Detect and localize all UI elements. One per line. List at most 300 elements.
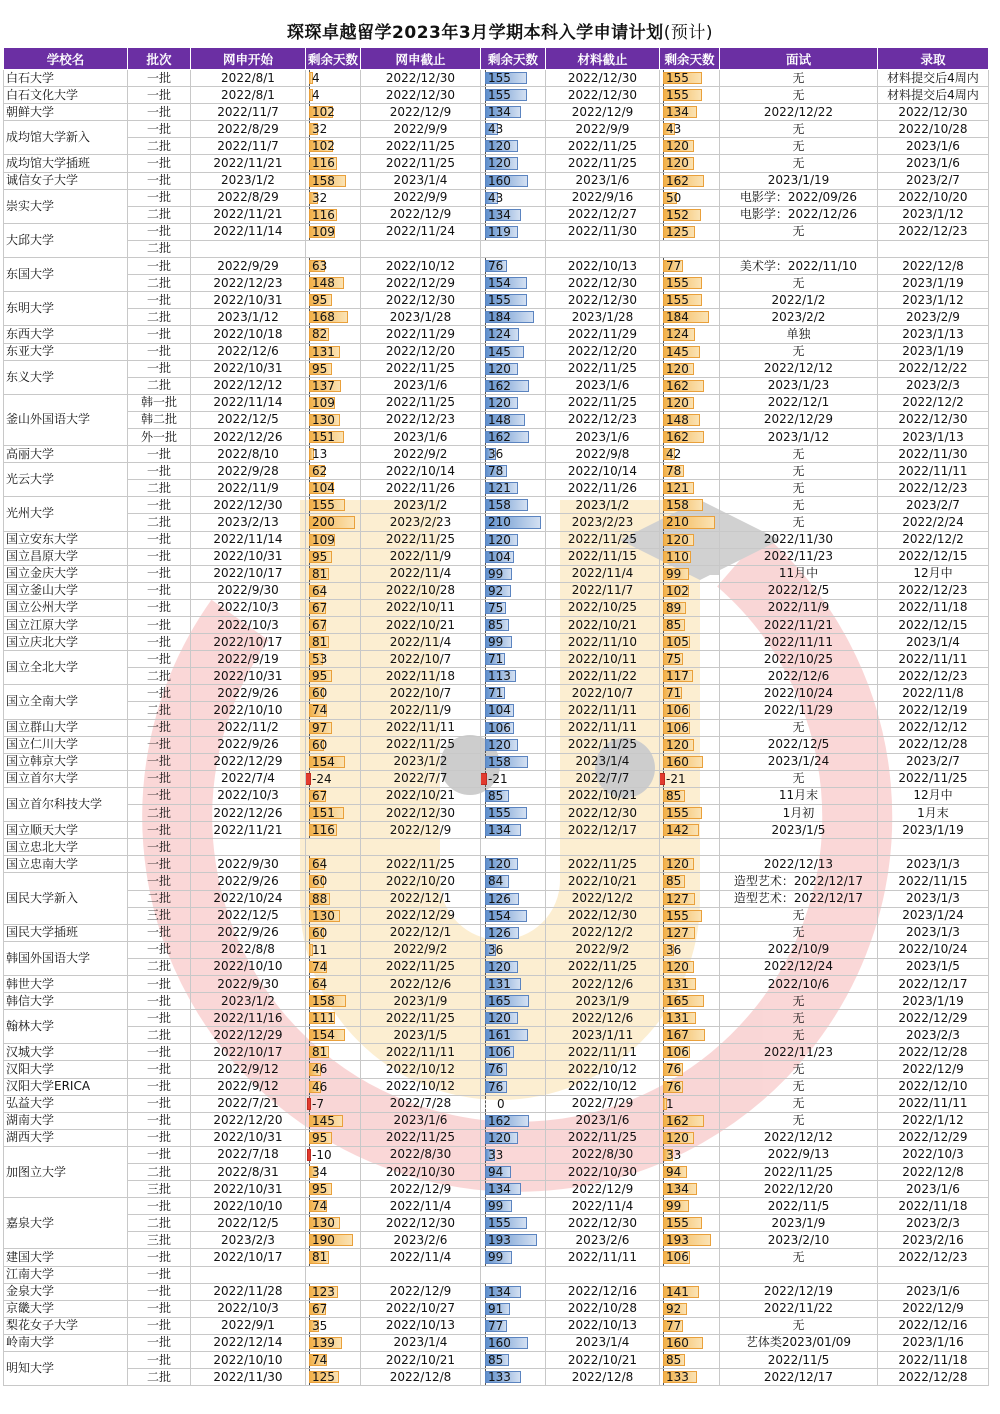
table-row [4, 1334, 989, 1351]
days-left-1-cell [306, 514, 361, 531]
days-left-1-cell [306, 1300, 361, 1317]
online-start-date: 2022/12/6 [191, 343, 306, 360]
days-value: 158 [488, 754, 511, 769]
days-left-1-cell [306, 805, 361, 822]
table-row [4, 1352, 989, 1369]
days-value: 121 [666, 481, 689, 496]
days-left-1-cell [306, 993, 361, 1010]
online-end-date: 2022/11/24 [361, 223, 481, 240]
interview-date: 2023/1/19 [720, 172, 878, 189]
online-end-date: 2022/9/9 [361, 121, 481, 138]
days-value: 131 [312, 344, 335, 359]
days-value: 130 [312, 412, 335, 427]
days-left-2-cell [481, 1061, 546, 1078]
days-left-3-cell [660, 155, 720, 172]
days-left-3-cell [660, 189, 720, 206]
days-value: 167 [666, 1028, 689, 1043]
batch: 二批 [128, 890, 191, 907]
admission-date: 2022/12/29 [878, 1010, 989, 1027]
online-start-date: 2022/9/26 [191, 873, 306, 890]
interview-date: 单独 [720, 326, 878, 343]
school-name: 韩信大学 [4, 993, 128, 1010]
online-end-date: 2022/11/4 [361, 1249, 481, 1266]
admission-date: 2022/11/15 [878, 873, 989, 890]
table-row [4, 617, 989, 634]
interview-date: 1月初 [720, 805, 878, 822]
school-name: 京畿大学 [4, 1300, 128, 1317]
online-start-date: 2022/11/14 [191, 394, 306, 411]
online-start-date: 2022/12/29 [191, 753, 306, 770]
table-row [4, 292, 989, 309]
days-value: 158 [666, 498, 689, 513]
days-left-2-cell [481, 1112, 546, 1129]
days-value: 76 [488, 259, 504, 274]
admission-date: 2022/12/30 [878, 104, 989, 121]
table-row [4, 822, 989, 839]
online-start-date: 2022/11/21 [191, 822, 306, 839]
days-value: 154 [488, 276, 511, 291]
table-row [4, 223, 989, 240]
docs-end-date: 2022/10/21 [546, 873, 660, 890]
admission-date: 2023/1/6 [878, 155, 989, 172]
days-left-3-cell [660, 1352, 720, 1369]
days-left-3-cell [660, 497, 720, 514]
days-value: 43 [488, 190, 504, 205]
days-left-2-cell [481, 514, 546, 531]
interview-date: 无 [720, 70, 878, 87]
online-end-date: 2022/10/12 [361, 1078, 481, 1095]
days-left-2-cell [481, 1044, 546, 1061]
days-left-3-cell [660, 719, 720, 736]
days-left-3-cell [660, 138, 720, 155]
days-left-2-cell [481, 223, 546, 240]
days-left-3-cell [660, 890, 720, 907]
school-name: 国立昌原大学 [4, 548, 128, 565]
docs-end-date: 2022/10/13 [546, 1317, 660, 1334]
days-left-1-cell [306, 343, 361, 360]
days-value: 81 [312, 1045, 328, 1060]
online-end-date [361, 240, 481, 257]
interview-date: 2022/11/5 [720, 1352, 878, 1369]
admission-date: 2023/2/3 [878, 377, 989, 394]
school-name: 成均馆大学新入 [4, 121, 128, 155]
table-row [4, 1198, 989, 1215]
interview-date: 2022/12/17 [720, 1369, 878, 1386]
batch: 一批 [128, 172, 191, 189]
days-value: -7 [312, 1096, 324, 1111]
days-left-2-cell [481, 1215, 546, 1232]
days-left-1-cell [306, 428, 361, 445]
online-start-date [191, 1266, 306, 1283]
batch: 一批 [128, 360, 191, 377]
interview-date [720, 839, 878, 856]
docs-end-date: 2022/11/15 [546, 548, 660, 565]
online-end-date: 2023/2/6 [361, 1232, 481, 1249]
days-value: 4 [312, 88, 320, 103]
days-left-3-cell [660, 104, 720, 121]
table-row [4, 497, 989, 514]
days-value: 120 [488, 532, 511, 547]
days-value: 130 [312, 908, 335, 923]
table-row [4, 787, 989, 804]
days-left-1-cell [306, 548, 361, 565]
days-left-1-cell [306, 480, 361, 497]
batch: 二批 [128, 377, 191, 394]
online-start-date: 2022/11/28 [191, 1283, 306, 1300]
online-end-date: 2023/2/23 [361, 514, 481, 531]
batch: 一批 [128, 121, 191, 138]
batch: 一批 [128, 292, 191, 309]
days-value: 155 [666, 806, 689, 821]
days-left-1-cell [306, 240, 361, 257]
batch: 二批 [128, 702, 191, 719]
school-name: 国立公州大学 [4, 599, 128, 616]
col-header-admission: 录取 [878, 48, 989, 70]
table-row [4, 1232, 989, 1249]
days-left-2-cell [481, 138, 546, 155]
days-value: 78 [666, 464, 682, 479]
admission-date: 2023/2/7 [878, 172, 989, 189]
days-left-1-cell [306, 873, 361, 890]
online-start-date: 2022/9/30 [191, 582, 306, 599]
days-bar [307, 1098, 311, 1110]
table-row [4, 514, 989, 531]
col-header-batch: 批次 [128, 48, 191, 70]
batch: 二批 [128, 206, 191, 223]
days-value: 120 [666, 857, 689, 872]
days-value: 124 [666, 327, 689, 342]
days-left-1-cell [306, 753, 361, 770]
days-value: 104 [488, 703, 511, 718]
days-value: 88 [312, 891, 328, 906]
days-left-3-cell [660, 1146, 720, 1163]
batch: 一批 [128, 1010, 191, 1027]
interview-date: 2022/11/23 [720, 548, 878, 565]
docs-end-date: 2022/9/9 [546, 121, 660, 138]
online-start-date: 2022/11/21 [191, 206, 306, 223]
interview-date: 2022/12/19 [720, 1283, 878, 1300]
school-name: 诚信女子大学 [4, 172, 128, 189]
days-left-2-cell [481, 907, 546, 924]
table-row [4, 155, 989, 172]
days-value: 42 [666, 447, 682, 462]
online-start-date: 2022/10/31 [191, 292, 306, 309]
col-header-school: 学校名 [4, 48, 128, 70]
days-left-3-cell [660, 1317, 720, 1334]
docs-end-date: 2022/11/25 [546, 1129, 660, 1146]
interview-date: 无 [720, 223, 878, 240]
online-end-date: 2022/9/2 [361, 446, 481, 463]
days-value: -24 [312, 771, 332, 786]
school-name: 崇实大学 [4, 189, 128, 223]
days-value: 127 [666, 925, 689, 940]
days-value: 74 [312, 1199, 328, 1214]
online-start-date: 2022/12/5 [191, 1215, 306, 1232]
days-left-3-cell [660, 206, 720, 223]
days-left-2-cell [481, 685, 546, 702]
days-value: 155 [488, 806, 511, 821]
docs-end-date: 2022/12/9 [546, 104, 660, 121]
days-value: 120 [488, 395, 511, 410]
days-value: 117 [666, 669, 689, 684]
admission-date: 2023/1/13 [878, 326, 989, 343]
table-row [4, 975, 989, 992]
online-end-date: 2022/12/9 [361, 1181, 481, 1198]
table-row [4, 377, 989, 394]
days-left-1-cell [306, 617, 361, 634]
days-value: 116 [312, 156, 335, 171]
days-value: 142 [666, 823, 689, 838]
batch: 一批 [128, 1334, 191, 1351]
table-row [4, 1061, 989, 1078]
admission-date [878, 240, 989, 257]
admission-date: 2023/1/12 [878, 292, 989, 309]
days-value: 162 [666, 429, 689, 444]
school-name: 国民大学插班 [4, 924, 128, 941]
days-left-1-cell [306, 258, 361, 275]
school-name: 国立首尔科技大学 [4, 787, 128, 821]
days-left-1-cell [306, 394, 361, 411]
days-value: 85 [488, 618, 504, 632]
days-left-2-cell [481, 1266, 546, 1283]
online-start-date: 2022/12/12 [191, 377, 306, 394]
table-row [4, 1112, 989, 1129]
days-value: 95 [312, 293, 328, 308]
days-left-1-cell [306, 463, 361, 480]
days-left-1-cell [306, 856, 361, 873]
table-row [4, 1164, 989, 1181]
table-row [4, 1317, 989, 1334]
days-value: 109 [312, 224, 335, 239]
days-value: 134 [488, 1182, 511, 1197]
docs-end-date: 2023/1/6 [546, 377, 660, 394]
docs-end-date: 2022/12/8 [546, 1369, 660, 1386]
days-left-1-cell [306, 1164, 361, 1181]
days-value: 200 [312, 515, 335, 530]
admission-date: 材料提交后4周内 [878, 87, 989, 104]
docs-end-date: 2022/11/11 [546, 702, 660, 719]
days-left-1-cell [306, 1181, 361, 1198]
interview-date: 11月中 [720, 565, 878, 582]
days-value: 60 [312, 737, 328, 752]
online-start-date: 2022/12/26 [191, 805, 306, 822]
col-header-days-left-2: 剩余天数 [481, 48, 546, 70]
interview-date: 无 [720, 1061, 878, 1078]
title-suffix: (预计) [663, 23, 713, 43]
docs-end-date: 2022/11/25 [546, 531, 660, 548]
docs-end-date: 2023/1/6 [546, 428, 660, 445]
days-value: 155 [488, 88, 511, 103]
docs-end-date: 2022/12/30 [546, 907, 660, 924]
docs-end-date: 2022/11/26 [546, 480, 660, 497]
days-left-1-cell [306, 309, 361, 326]
days-value: 126 [488, 891, 511, 906]
days-value: 168 [312, 310, 335, 325]
admission-date: 2022/12/23 [878, 223, 989, 240]
school-name: 汉阳大学 [4, 1061, 128, 1078]
school-name: 国立金庆大学 [4, 565, 128, 582]
days-value: 158 [312, 173, 335, 188]
online-start-date: 2022/7/21 [191, 1095, 306, 1112]
days-value: 113 [488, 669, 511, 684]
online-start-date: 2022/9/12 [191, 1078, 306, 1095]
days-left-3-cell [660, 87, 720, 104]
interview-date: 2022/11/11 [720, 634, 878, 651]
online-start-date: 2022/9/26 [191, 685, 306, 702]
docs-end-date: 2022/12/30 [546, 292, 660, 309]
days-value: 148 [312, 276, 335, 291]
days-value: 134 [488, 823, 511, 838]
table-row [4, 805, 989, 822]
days-left-2-cell [481, 822, 546, 839]
days-left-2-cell [481, 736, 546, 753]
online-end-date: 2022/12/30 [361, 87, 481, 104]
docs-end-date: 2022/11/25 [546, 856, 660, 873]
days-left-3-cell [660, 958, 720, 975]
batch: 一批 [128, 753, 191, 770]
batch: 一批 [128, 1044, 191, 1061]
admission-date: 2022/12/19 [878, 702, 989, 719]
days-value: 120 [666, 959, 689, 974]
online-start-date: 2022/9/26 [191, 924, 306, 941]
days-left-2-cell [481, 343, 546, 360]
batch: 一批 [128, 531, 191, 548]
interview-date: 11月末 [720, 787, 878, 804]
admission-date: 2022/10/3 [878, 1146, 989, 1163]
table-row [4, 309, 989, 326]
days-value: 99 [666, 1199, 682, 1214]
days-left-2-cell [481, 941, 546, 958]
school-name: 国立全南大学 [4, 685, 128, 719]
days-left-2-cell [481, 599, 546, 616]
days-left-3-cell [660, 1078, 720, 1095]
docs-end-date: 2023/2/23 [546, 514, 660, 531]
table-row [4, 172, 989, 189]
days-value: 116 [312, 823, 335, 838]
online-end-date: 2022/10/13 [361, 1317, 481, 1334]
table-row [4, 685, 989, 702]
days-value: 193 [666, 1233, 689, 1248]
batch: 一批 [128, 599, 191, 616]
days-value: 120 [488, 1011, 511, 1026]
admission-date: 2023/1/12 [878, 206, 989, 223]
admission-date: 2023/1/6 [878, 1181, 989, 1198]
days-left-2-cell [481, 1181, 546, 1198]
days-left-2-cell [481, 104, 546, 121]
days-left-3-cell [660, 1283, 720, 1300]
days-value: 162 [666, 173, 689, 188]
batch: 一批 [128, 941, 191, 958]
online-end-date: 2022/10/12 [361, 258, 481, 275]
admission-date: 2023/2/7 [878, 497, 989, 514]
batch: 一批 [128, 1317, 191, 1334]
days-value: 155 [666, 293, 689, 308]
online-end-date: 2022/12/9 [361, 1283, 481, 1300]
table-row [4, 189, 989, 206]
online-end-date: 2022/11/25 [361, 155, 481, 172]
batch: 一批 [128, 326, 191, 343]
days-value: 62 [312, 464, 328, 479]
batch: 一批 [128, 975, 191, 992]
docs-end-date [546, 839, 660, 856]
days-left-1-cell [306, 890, 361, 907]
docs-end-date: 2022/11/22 [546, 668, 660, 685]
days-left-2-cell [481, 121, 546, 138]
online-end-date: 2022/11/25 [361, 1010, 481, 1027]
days-left-2-cell [481, 582, 546, 599]
batch: 韩二批 [128, 411, 191, 428]
online-end-date: 2022/7/7 [361, 770, 481, 787]
online-start-date: 2022/10/17 [191, 634, 306, 651]
days-left-3-cell [660, 975, 720, 992]
days-bar [481, 773, 488, 785]
table-row [4, 206, 989, 223]
online-end-date: 2022/12/9 [361, 822, 481, 839]
days-value: 99 [488, 1199, 504, 1214]
days-value: 78 [488, 464, 504, 479]
docs-end-date: 2022/11/25 [546, 394, 660, 411]
online-end-date: 2022/11/4 [361, 1198, 481, 1215]
online-end-date: 2022/12/1 [361, 924, 481, 941]
batch: 三批 [128, 907, 191, 924]
page-title [0, 18, 1000, 43]
days-value: 134 [488, 1284, 511, 1299]
days-value: 106 [666, 703, 689, 718]
days-left-3-cell [660, 275, 720, 292]
online-start-date: 2023/2/3 [191, 1232, 306, 1249]
days-left-2-cell [481, 70, 546, 87]
admission-date: 2022/11/18 [878, 1352, 989, 1369]
school-name: 加图立大学 [4, 1146, 128, 1197]
interview-date: 2022/12/24 [720, 958, 878, 975]
days-value: 85 [666, 874, 682, 889]
admission-date: 2022/12/30 [878, 411, 989, 428]
days-value: 127 [666, 891, 689, 906]
days-value: 162 [488, 1113, 511, 1128]
admission-date: 2022/1/12 [878, 1112, 989, 1129]
interview-date: 2022/11/25 [720, 1164, 878, 1181]
interview-date: 2023/2/2 [720, 309, 878, 326]
interview-date: 2022/12/29 [720, 411, 878, 428]
days-value: 35 [312, 1318, 328, 1333]
online-start-date: 2022/12/30 [191, 497, 306, 514]
days-left-2-cell [481, 87, 546, 104]
online-start-date: 2022/10/3 [191, 599, 306, 616]
days-value: 106 [666, 720, 689, 735]
table-row [4, 651, 989, 668]
days-value: 95 [312, 549, 328, 564]
docs-end-date: 2022/12/16 [546, 1283, 660, 1300]
days-value: -21 [666, 771, 686, 786]
days-left-1-cell [306, 565, 361, 582]
days-left-3-cell [660, 856, 720, 873]
table-body [4, 70, 989, 1386]
col-header-online-end: 网申截止 [361, 48, 481, 70]
docs-end-date: 2022/8/30 [546, 1146, 660, 1163]
days-value: 120 [666, 1130, 689, 1145]
days-value: 97 [312, 720, 328, 735]
days-value: 60 [312, 874, 328, 889]
days-left-2-cell [481, 377, 546, 394]
days-left-2-cell [481, 1146, 546, 1163]
days-value: 95 [312, 1182, 328, 1197]
days-value: 89 [666, 600, 682, 615]
title-main: 琛琛卓越留学2023年3月学期本科入学申请计划 [287, 23, 664, 43]
admission-date: 2022/12/17 [878, 975, 989, 992]
school-name: 白石文化大学 [4, 87, 128, 104]
days-left-2-cell [481, 1027, 546, 1044]
days-value: 162 [488, 378, 511, 393]
